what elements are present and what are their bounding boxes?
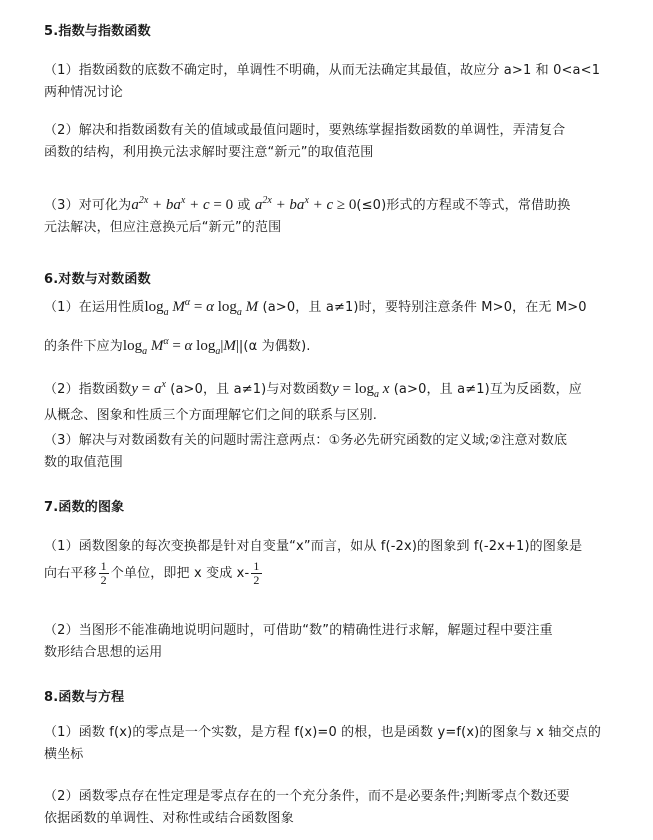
paragraph-line [44,296,604,319]
section-heading-7: 7.函数的图象 [44,500,125,515]
paragraph-8-2 [44,786,604,830]
paragraph-line: （1）函数 f(x)的零点是一个实数，是方程 f(x)=0 的根，也是函数 y=f(x)的图象与 x 轴交点的 [44,725,601,740]
paragraph-line: 横坐标 [44,747,84,762]
paragraph-7-1 [44,536,604,587]
paragraph-line: （1）指数函数的底数不确定时，单调性不明确，从而无法确定其最值，故应分 a>1 和 0<a<1 [44,63,601,78]
text-suffix: 个单位，即把 x 变成 x- [110,566,250,581]
paragraph-line: （3）解决与对数函数有关的问题时需注意两点：①务必先研究函数的定义域;②注意对数底 [44,433,568,448]
paragraph-line: （2）当图形不能准确地说明问题时，可借助“数”的精确性进行求解，解题过程中要注重 [44,623,553,638]
paragraph-line: （2）函数零点存在性定理是零点存在的一个充分条件，而不是必要条件;判断零点个数还要 [44,789,570,804]
paragraph-line: 数形结合思想的运用 [44,645,163,660]
text-suffix: (a>0，且 a≠1)互为反函数，应 [393,382,582,397]
paragraph-line: 两种情况讨论 [44,85,123,100]
paragraph-6-3 [44,430,604,474]
paragraph-line: 从概念、图象和性质三个方面理解它们之间的联系与区别. [44,408,378,423]
paragraph-7-2 [44,620,604,664]
text-suffix: (a>0，且 a≠1)时，要特别注意条件 M>0，在无 M>0 [262,300,587,315]
paragraph-line: （1）函数图象的每次变换都是针对自变量“x”而言，如从 f(-2x)的图象到 f(-2x+1)的图象是 [44,539,583,554]
formula-exp-function: $y = a^x$ [131,379,166,397]
fraction-denominator: 2 [100,573,107,587]
text-prefix: 的条件下应为 [44,339,123,354]
formula-log-abs: $\log_a M^\alpha = \alpha$ $\log_a|M|$ [122,336,239,357]
paragraph-line [44,335,604,358]
paragraph-8-1 [44,722,604,766]
text-prefix: 向右平移 [44,566,97,581]
formula-log-property: $\log_a M^\alpha = \alpha$ $\log_a M$ [144,297,259,318]
paragraph-line [44,194,604,217]
text-mid: (a>0，且 a≠1)与对数函数 [170,382,333,397]
fraction-one-half [251,560,261,587]
paragraph-line [44,378,604,401]
text-prefix: （2）指数函数 [44,382,132,397]
text-suffix: |(α 为偶数). [238,339,311,354]
text-prefix: （3）对可化为 [44,198,132,213]
text-or: 或 [237,198,251,213]
text-suffix: (≤0)形式的方程或不等式，常借助换 [356,198,571,213]
paragraph-5-1 [44,60,604,104]
paragraph-line: 依据函数的单调性、对称性或结合函数图象 [44,811,294,826]
fraction-numerator: 1 [253,559,260,573]
fraction-numerator: 1 [100,559,107,573]
paragraph-6-2 [44,378,604,427]
paragraph-line: 元法解决，但应注意换元后“新元”的范围 [44,220,282,235]
section-heading-6: 6.对数与对数函数 [44,272,151,287]
fraction-one-half [99,560,109,587]
paragraph-line: 函数的结构，利用换元法求解时要注意“新元”的取值范围 [44,145,374,160]
paragraph-5-2 [44,120,604,164]
paragraph-line: 数的取值范围 [44,455,123,470]
fraction-denominator: 2 [253,573,260,587]
text-prefix: （1）在运用性质 [44,300,145,315]
section-heading-5: 5.指数与指数函数 [44,24,151,39]
formula-log-function: $y = \log_a x$ [332,381,390,400]
section-heading-8: 8.函数与方程 [44,690,125,705]
formula-equation: $a^{2x} + ba^x + c = 0$ [131,195,234,213]
paragraph-line [44,560,604,587]
formula-inequality: $a^{2x} + ba^x + c \ge 0$ [254,195,357,213]
paragraph-6-1 [44,296,604,358]
paragraph-line: （2）解决和指数函数有关的值域或最值问题时，要熟练掌握指数函数的单调性，弄清复合 [44,123,566,138]
paragraph-5-3 [44,194,604,239]
